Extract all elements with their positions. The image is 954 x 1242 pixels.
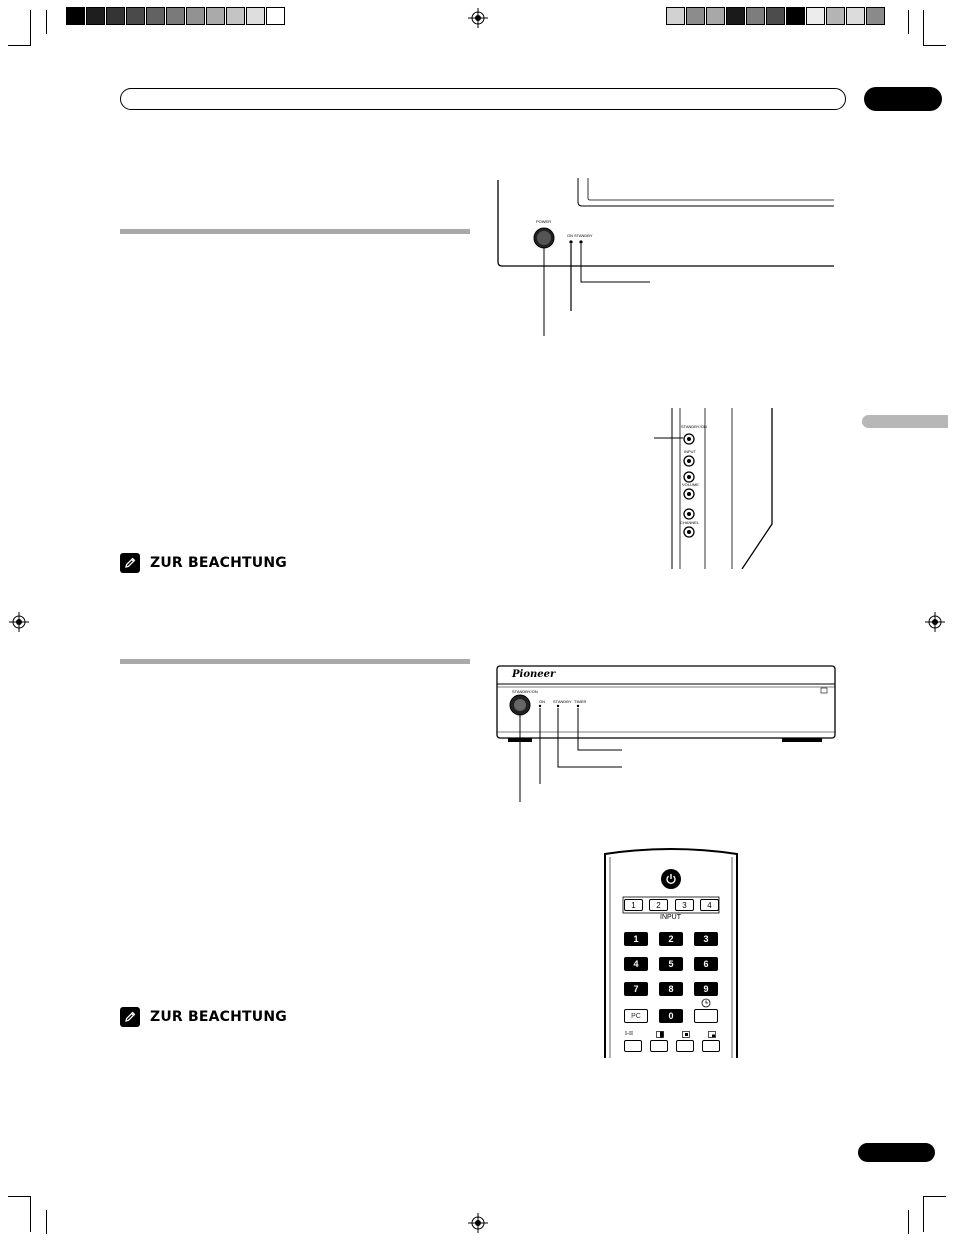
pip-icon bbox=[708, 1031, 716, 1038]
input-4-button[interactable]: 4 bbox=[700, 899, 719, 911]
number-9-button[interactable]: 9 bbox=[694, 982, 718, 996]
split-screen-icon bbox=[656, 1031, 664, 1038]
swatch bbox=[846, 7, 865, 25]
swatch bbox=[146, 7, 165, 25]
number-6-button[interactable]: 6 bbox=[694, 957, 718, 971]
power-label: POWER bbox=[536, 219, 552, 224]
input-3-button[interactable]: 3 bbox=[675, 899, 694, 911]
led-on-label: ON bbox=[567, 233, 573, 238]
crop-mark bbox=[908, 1210, 909, 1234]
language-side-tab bbox=[862, 415, 948, 428]
media-receiver-drawing bbox=[494, 664, 838, 804]
swatch bbox=[746, 7, 765, 25]
pc-button[interactable]: PC bbox=[624, 1009, 648, 1023]
led-standby-label: STANDBY bbox=[574, 233, 593, 238]
brand-logo: Pioneer bbox=[512, 669, 556, 680]
registration-mark-icon bbox=[9, 612, 29, 632]
note-heading bbox=[120, 1007, 287, 1027]
monitor-front-drawing bbox=[490, 176, 840, 341]
pip-swap-button[interactable] bbox=[676, 1040, 694, 1052]
swatch bbox=[826, 7, 845, 25]
swatch bbox=[206, 7, 225, 25]
number-4-button[interactable]: 4 bbox=[624, 957, 648, 971]
crop-mark bbox=[924, 45, 946, 46]
section-divider bbox=[120, 229, 470, 234]
registration-mark-icon bbox=[925, 612, 945, 632]
number-2-button[interactable]: 2 bbox=[659, 932, 683, 946]
swatch bbox=[786, 7, 805, 25]
receiver-standby-led-label: STANDBY bbox=[553, 699, 572, 704]
registration-mark-icon bbox=[468, 8, 488, 28]
side-standby-label: STANDBY/ON bbox=[681, 424, 707, 429]
swatch bbox=[766, 7, 785, 25]
swatch bbox=[266, 7, 285, 25]
swatch bbox=[246, 7, 265, 25]
note-title: ZUR BEACHTUNG bbox=[150, 555, 287, 571]
crop-mark bbox=[924, 1196, 946, 1197]
crop-mark bbox=[30, 1196, 31, 1232]
swatch bbox=[166, 7, 185, 25]
swatch bbox=[126, 7, 145, 25]
input-label: INPUT bbox=[660, 914, 681, 921]
side-volume-label: VOLUME bbox=[682, 482, 699, 487]
split-screen-button[interactable] bbox=[650, 1040, 668, 1052]
swatch bbox=[706, 7, 725, 25]
sound-mode-label: I-II bbox=[625, 1031, 633, 1037]
remote-control-figure bbox=[604, 848, 738, 1058]
number-3-button[interactable]: 3 bbox=[694, 932, 718, 946]
swatch bbox=[686, 7, 705, 25]
input-1-button[interactable]: 1 bbox=[624, 899, 643, 911]
pip-button[interactable] bbox=[702, 1040, 720, 1052]
chapter-header-bar bbox=[120, 88, 846, 110]
swatch bbox=[226, 7, 245, 25]
crop-mark bbox=[923, 1196, 924, 1232]
receiver-timer-label: TIMER bbox=[574, 699, 587, 704]
receiver-on-label: ON bbox=[539, 699, 545, 704]
side-channel-label: CHANNEL bbox=[680, 520, 700, 525]
power-icon bbox=[665, 873, 677, 885]
page-number-badge bbox=[858, 1143, 935, 1162]
crop-mark bbox=[46, 10, 47, 34]
swatch bbox=[666, 7, 685, 25]
note-heading bbox=[120, 553, 287, 573]
number-1-button[interactable]: 1 bbox=[624, 932, 648, 946]
number-0-button[interactable]: 0 bbox=[659, 1009, 683, 1023]
registration-mark-icon bbox=[468, 1213, 488, 1233]
crop-mark bbox=[908, 10, 909, 34]
pip-swap-icon bbox=[682, 1031, 690, 1038]
number-8-button[interactable]: 8 bbox=[659, 982, 683, 996]
pencil-note-icon bbox=[120, 1007, 140, 1027]
number-7-button[interactable]: 7 bbox=[624, 982, 648, 996]
sound-mode-button[interactable] bbox=[624, 1040, 642, 1052]
swatch bbox=[806, 7, 825, 25]
crop-mark bbox=[923, 10, 924, 46]
swatch bbox=[186, 7, 205, 25]
swatch bbox=[866, 7, 885, 25]
section-divider bbox=[120, 659, 470, 664]
crop-mark bbox=[46, 1210, 47, 1234]
receiver-standby-label: STANDBY/ON bbox=[512, 689, 538, 694]
swatch bbox=[86, 7, 105, 25]
monitor-side-drawing bbox=[650, 404, 780, 569]
note-title: ZUR BEACHTUNG bbox=[150, 1009, 287, 1025]
number-5-button[interactable]: 5 bbox=[659, 957, 683, 971]
clock-icon bbox=[701, 998, 711, 1008]
side-input-label: INPUT bbox=[684, 449, 696, 454]
pencil-note-icon bbox=[120, 553, 140, 573]
crop-mark bbox=[30, 10, 31, 46]
swatch bbox=[726, 7, 745, 25]
crop-mark bbox=[8, 1196, 30, 1197]
info-button[interactable] bbox=[694, 1009, 718, 1023]
swatch bbox=[106, 7, 125, 25]
crop-mark bbox=[8, 45, 30, 46]
swatch bbox=[66, 7, 85, 25]
chapter-number-badge bbox=[864, 87, 942, 111]
input-2-button[interactable]: 2 bbox=[649, 899, 668, 911]
power-button[interactable] bbox=[661, 869, 681, 889]
